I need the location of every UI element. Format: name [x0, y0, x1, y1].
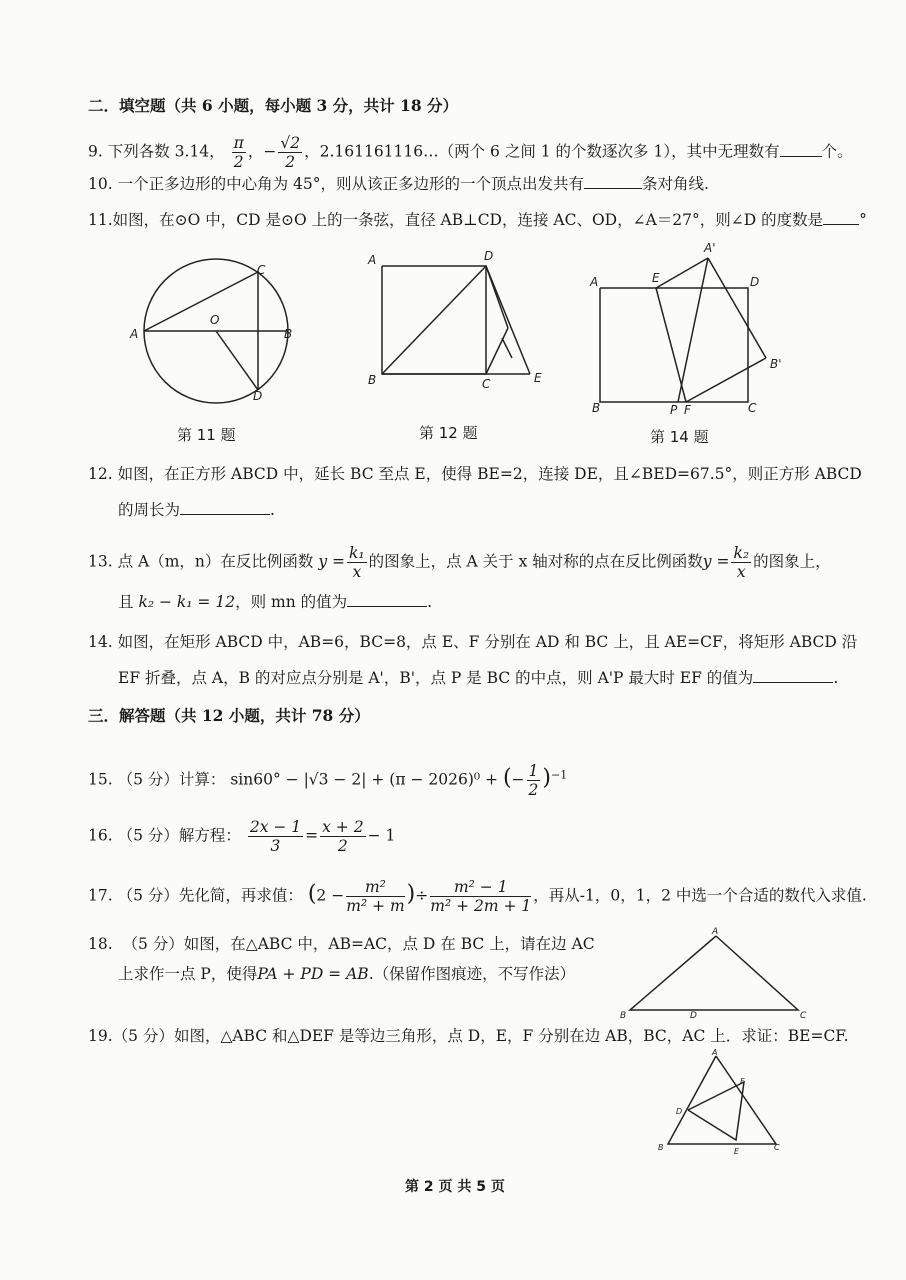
sqrt2-over-2-fraction: $\frac{√2}{2}$: [280, 134, 301, 171]
question-10: 10. 一个正多边形的中心角为 45°，则从该正多边形的一个顶点出发共有 条对角线.: [88, 175, 709, 193]
label-c: C: [748, 401, 757, 415]
pi-over-2-fraction: $\frac{\pi}{2}$: [233, 134, 244, 171]
section-3-title: 三．解答题（共 12 小题，共计 78 分）: [88, 706, 370, 725]
question-13-line-2: 且 k₂ − k₁ = 12，则 mn 的值为 .: [118, 593, 433, 611]
label-f: F: [684, 403, 691, 417]
label-d: D: [690, 1011, 697, 1021]
label-d: D: [676, 1107, 683, 1116]
label-c: C: [774, 1143, 780, 1152]
label-b: B: [284, 327, 293, 341]
question-18-line-2: 上求作一点 P，使得PA + PD = AB.（保留作图痕迹，不写作法）: [118, 965, 576, 983]
figure-14: [588, 240, 788, 420]
figure-12: [362, 248, 552, 393]
q9-text-b: ，2.161161116…（两个 6 之间 1 的个数逐次多 1），其中无理数有: [304, 142, 780, 161]
question-17: 17. （5 分）先化简，再求值： (2 − $\frac{\text{m²}}{\text{m² + m}}$ )÷ $\frac{\text{m² − 1}}{\text{m² + 2m + 1}}$ ，再从-1，0，1，2 中选一个合适的数代入求值.: [88, 878, 867, 915]
label-d: D: [253, 389, 263, 403]
label-a: A: [130, 327, 139, 341]
figure-11: [120, 248, 310, 418]
page-footer: 第 2 页 共 5 页: [405, 1179, 505, 1195]
label-a: A: [368, 253, 377, 267]
figure-19: [656, 1046, 786, 1156]
label-c: C: [482, 377, 491, 391]
label-c: C: [257, 263, 266, 277]
caption-12: 第 12 题: [419, 424, 478, 442]
label-o: O: [210, 313, 220, 327]
question-14-line-2: EF 折叠，点 A，B 的对应点分别是 A'，B'，点 P 是 BC 的中点，则 A'P 最大时 EF 的值为 .: [118, 669, 839, 687]
label-b: B: [658, 1143, 664, 1152]
question-15: 15. （5 分）计算： sin60° − |√3 − 2| + (π − 2026)⁰ + (− $\frac{1}{2}$ )$^{-1}$: [88, 762, 568, 799]
caption-14: 第 14 题: [650, 428, 709, 446]
label-b-prime: B': [770, 357, 782, 371]
question-18: 18. （5 分）如图，在△ABC 中，AB=AC，点 D 在 BC 上，请在边 AC: [88, 935, 595, 953]
question-16: 16. （5 分）解方程： $\frac{2x - 1}{3}$ = $\frac{x + 2}{2}$ − 1: [88, 818, 396, 855]
q9-number: 9.: [88, 142, 103, 161]
label-e: E: [534, 371, 542, 385]
question-12: 12. 如图，在正方形 ABCD 中，延长 BC 至点 E，使得 BE=2，连接 DE，且∠BED=67.5°，则正方形 ABCD: [88, 465, 862, 483]
q9-text-a: 下列各数 3.14，: [107, 142, 225, 161]
label-a-prime: A': [704, 241, 716, 255]
question-11: 11.如图，在⊙O 中，CD 是⊙O 上的一条弦，直径 AB⊥CD，连接 AC、OD，∠A＝27°，则∠D 的度数是 °: [88, 211, 867, 229]
label-e: E: [734, 1147, 740, 1156]
label-p: P: [670, 403, 678, 417]
label-a: A: [712, 927, 719, 937]
label-d: D: [750, 275, 760, 289]
label-e: E: [652, 271, 660, 285]
label-b: B: [620, 1011, 627, 1021]
question-14: 14. 如图，在矩形 ABCD 中，AB=6，BC=8，点 E、F 分别在 AD 和 BC 上，且 AE=CF，将矩形 ABCD 沿: [88, 633, 858, 651]
label-b: B: [592, 401, 601, 415]
label-f: F: [740, 1077, 745, 1086]
section-2-title: 二．填空题（共 6 小题，每小题 3 分，共计 18 分）: [88, 96, 459, 115]
question-13: 13. 点 A（m，n）在反比例函数 y = $\frac{\text{k₁}}{x}$ 的图象上，点 A 关于 x 轴对称的点在反比例函数y = $\frac{\text{k₂}}{x}$ 的图象上，: [88, 544, 831, 581]
question-9: 9. 下列各数 3.14， $\frac{\pi}{2}$ ，− $\frac{√2}{2}$ ，2.161161116…（两个 6 之间 1 的个数逐次多 1），其中无理数有 个。: [88, 134, 853, 171]
figure-18: [612, 922, 812, 1022]
label-d: D: [484, 249, 494, 263]
caption-11: 第 11 题: [177, 426, 236, 444]
label-a: A: [712, 1048, 718, 1057]
question-19: 19.（5 分）如图，△ABC 和△DEF 是等边三角形，点 D，E，F 分别在边 AB，BC，AC 上．求证：BE=CF.: [88, 1027, 849, 1045]
label-b: B: [368, 373, 377, 387]
label-c: C: [800, 1011, 807, 1021]
label-a: A: [590, 275, 599, 289]
question-12-line-2: 的周长为 .: [118, 501, 275, 519]
